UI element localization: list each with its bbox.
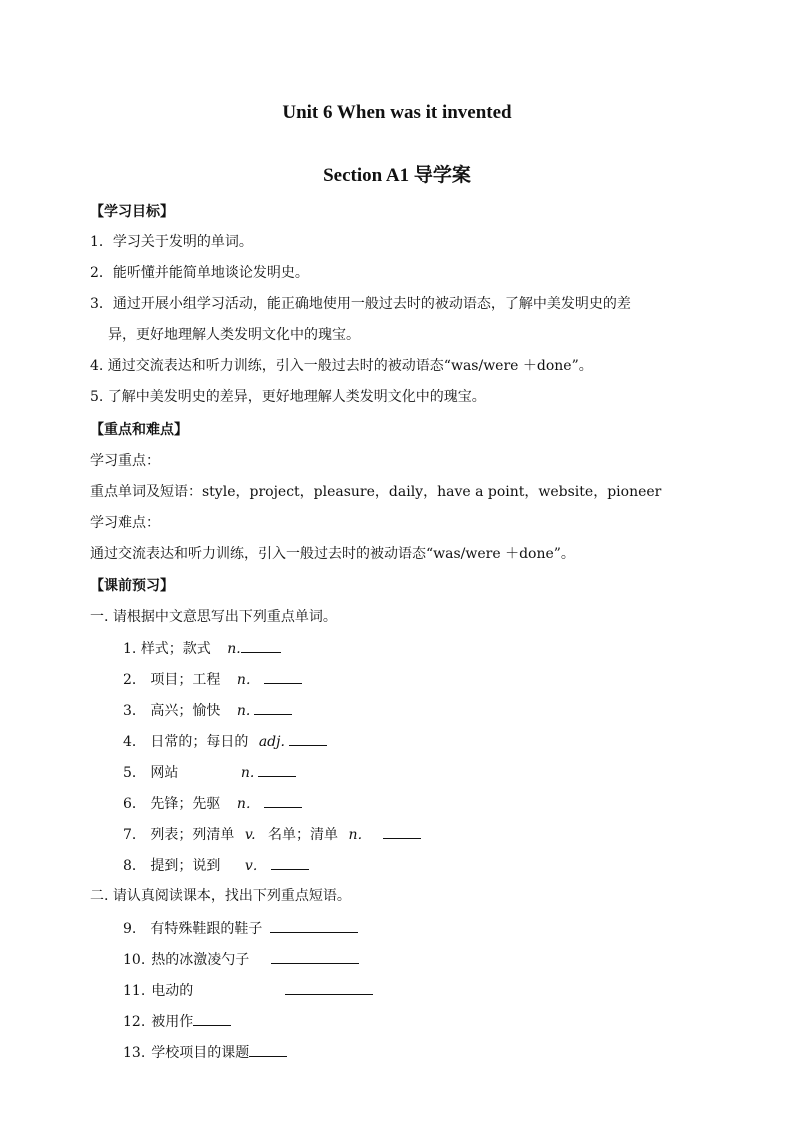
phrase-item-10: [123, 949, 359, 970]
item-chinese: 热的冰激凌勺子: [151, 952, 250, 968]
objective-item: 1．学习关于发明的单词。: [90, 234, 253, 250]
item-number: 10.: [123, 952, 146, 968]
word-item-4: [123, 731, 327, 752]
item-number: 5．: [123, 765, 146, 781]
item-number: 6．: [123, 796, 146, 812]
item-chinese: 项目；工程: [150, 672, 221, 688]
word-item-1: [123, 638, 281, 659]
item-number: 4．: [123, 734, 146, 750]
preview-heading: 【课前预习】: [90, 578, 174, 594]
item-chinese: 列表；列清单: [150, 827, 235, 843]
objective-item: 4. 通过交流表达和听力训练，引入一般过去时的被动语态“was/were ＋done”。: [90, 358, 593, 374]
item-number: 12.: [123, 1014, 146, 1030]
answer-blank[interactable]: [285, 980, 373, 995]
phrase-item-12: [123, 1011, 231, 1032]
answer-blank[interactable]: [258, 762, 296, 777]
item-number: 13.: [123, 1045, 146, 1061]
part-of-speech: v．: [244, 858, 267, 874]
part2-title: 二. 请认真阅读课本，找出下列重点短语。: [90, 888, 351, 904]
part-of-speech: n.: [227, 641, 241, 657]
part-of-speech: n.: [236, 703, 251, 719]
difficulty-text: 通过交流表达和听力训练，引入一般过去时的被动语态“was/were ＋done”。: [90, 546, 575, 562]
word-item-8: [123, 855, 309, 876]
keypoints-heading: 【重点和难点】: [90, 422, 188, 438]
answer-blank[interactable]: [241, 638, 281, 653]
answer-blank[interactable]: [271, 949, 359, 964]
answer-blank[interactable]: [254, 700, 292, 715]
item-chinese: 日常的；每日的: [150, 734, 249, 750]
focus-label: 学习重点：: [90, 453, 160, 469]
item-chinese: 高兴；愉快: [150, 703, 221, 719]
word-item-7: [123, 824, 421, 845]
objectives-heading: 【学习目标】: [90, 204, 174, 220]
objective-item: 2．能听懂并能简单地谈论发明史。: [90, 265, 309, 281]
item-number: 8．: [123, 858, 146, 874]
part-of-speech: adj.: [258, 734, 285, 750]
item-number: 3．: [123, 703, 146, 719]
item-chinese: 电动的: [151, 983, 194, 999]
part1-title: 一. 请根据中文意思写出下列重点单词。: [90, 609, 337, 625]
item-number: 7．: [123, 827, 146, 843]
phrase-item-9: [123, 918, 358, 939]
item-number: 9.: [123, 921, 137, 937]
item-chinese: 提到；说到: [150, 858, 221, 874]
answer-blank[interactable]: [289, 731, 327, 746]
difficulty-label: 学习难点：: [90, 515, 160, 531]
item-chinese: 网站: [150, 765, 179, 781]
answer-blank[interactable]: [264, 793, 302, 808]
phrase-item-11: [123, 980, 373, 1001]
answer-blank[interactable]: [249, 1042, 287, 1057]
focus-text: 重点单词及短语：style，project，pleasure，daily，have a point，website，pioneer: [90, 484, 662, 500]
item-number: 11.: [123, 983, 146, 999]
unit-title: Unit 6 When was it invented: [282, 102, 512, 123]
item-chinese: 被用作: [151, 1014, 194, 1030]
word-item-6: [123, 793, 302, 814]
item-number: 1.: [123, 641, 137, 657]
part-of-speech-2: n．: [348, 827, 372, 843]
answer-blank[interactable]: [264, 669, 302, 684]
item-chinese: 样式；款式: [140, 641, 211, 657]
item-chinese: 学校项目的课题: [151, 1045, 250, 1061]
part-of-speech: n．: [236, 796, 260, 812]
item-chinese: 有特殊鞋跟的鞋子: [150, 921, 263, 937]
answer-blank[interactable]: [193, 1011, 231, 1026]
objective-item-continued: 异，更好地理解人类发明文化中的瑰宝。: [108, 327, 360, 343]
item-chinese-2: 名单；清单: [267, 827, 338, 843]
word-item-2: [123, 669, 302, 690]
objective-item: 5. 了解中美发明史的差异，更好地理解人类发明文化中的瑰宝。: [90, 389, 486, 405]
item-number: 2．: [123, 672, 146, 688]
part-of-speech: n.: [240, 765, 255, 781]
part-of-speech: v.: [244, 827, 256, 843]
word-item-5: [123, 762, 296, 783]
objective-item: 3．通过开展小组学习活动，能正确地使用一般过去时的被动语态，了解中美发明史的差: [90, 296, 631, 312]
part-of-speech: n．: [236, 672, 260, 688]
answer-blank[interactable]: [271, 855, 309, 870]
item-chinese: 先锋；先驱: [150, 796, 221, 812]
phrase-item-13: [123, 1042, 287, 1063]
section-title: Section A1 导学案: [323, 165, 471, 186]
answer-blank[interactable]: [383, 824, 421, 839]
word-item-3: [123, 700, 292, 721]
answer-blank[interactable]: [270, 918, 358, 933]
